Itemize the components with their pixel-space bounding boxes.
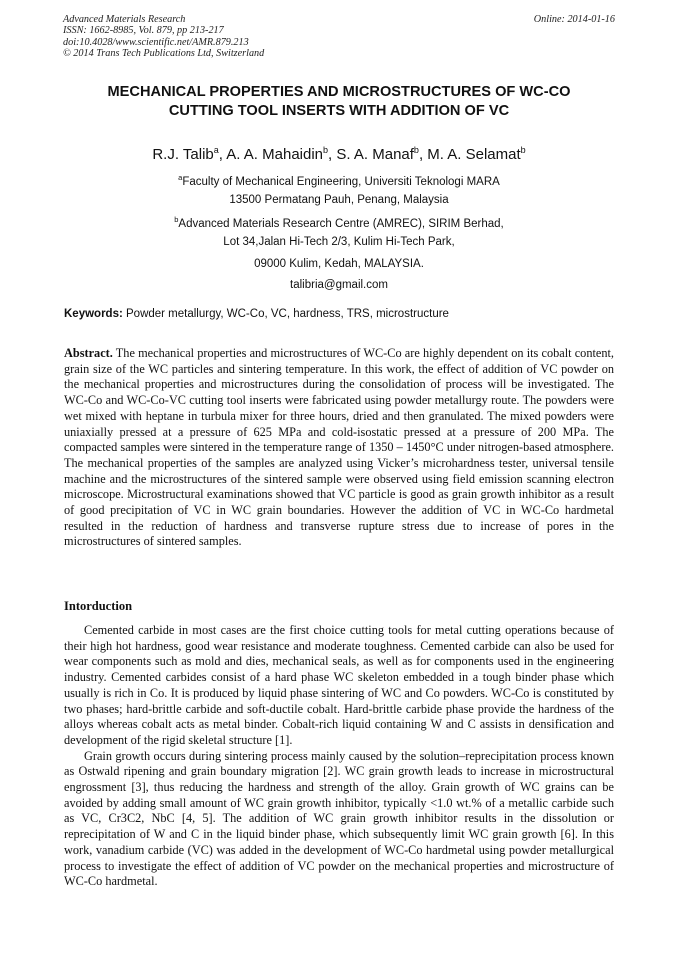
author-name: M. A. Selamat: [427, 146, 521, 163]
paragraph: Cemented carbide in most cases are the first choice cutting tools for metal cutting operations because of their high hot hardness, good wear resistance and moderate toughness. Cemented carbide can also be used for wear components such as mold and dies, mechanical seals, as well as for components used in the engineering industry. Cemented carbides consist of a hard phase WC skeleton embedded in a tough binder phase which usually is rich in Co. It is produced by liquid phase sintering of WC and Co powders. WC-Co is constituted by two phases; hard-brittle carbide and soft-ductile cobalt. Hard-brittle carbide phase provide the hardness of the alloys whereas cobalt acts as metal binder. Cobalt-rich liquid containing W and C assists in densification and development of the rigid skeletal structure [1].: [64, 623, 614, 747]
abstract: [64, 346, 614, 550]
author-list: R.J. Talib$^a$, A. A. Mahaidin$^b$, S. A. Manaf$^b$, M. A. Selamat$^b$: [152, 145, 526, 163]
affiliation-mark-a: a: [178, 173, 183, 182]
introduction-body: [64, 623, 614, 890]
online-date: Online: 2014-01-16: [533, 14, 615, 25]
journal-name: Advanced Materials Research: [63, 14, 186, 25]
journal-copyright: © 2014 Trans Tech Publications Ltd, Switzerland: [63, 48, 265, 60]
journal-doi: doi:10.4028/www.scientific.net/AMR.879.213: [63, 36, 249, 48]
author-affiliation-mark: b: [323, 145, 329, 155]
author-email: talibria@gmail.com: [290, 279, 388, 291]
keywords-label: Keywords:: [64, 308, 123, 320]
author-name: A. A. Mahaidin: [226, 146, 324, 163]
keywords: [64, 308, 624, 320]
affiliation-b-line-3: 09000 Kulim, Kedah, MALAYSIA.: [254, 258, 424, 270]
journal-issn: ISSN: 1662-8985, Vol. 879, pp 213-217: [63, 25, 224, 37]
author-name: S. A. Manaf: [336, 146, 414, 163]
author-affiliation-mark: b: [520, 145, 526, 155]
affiliation-b-line-2: Lot 34,Jalan Hi-Tech 2/3, Kulim Hi-Tech Park,: [223, 236, 455, 248]
paper-title-line-2: CUTTING TOOL INSERTS WITH ADDITION OF VC: [168, 103, 510, 119]
author-name: R.J. Talib: [152, 146, 214, 163]
section-heading-introduction: Intorduction: [64, 599, 133, 613]
paper-title: [40, 83, 638, 121]
affiliation-a-line-1: $^a$Faculty of Mechanical Engineering, Universiti Teknologi MARA: [178, 173, 500, 188]
affiliation-mark-b: b: [174, 215, 179, 224]
author-affiliation-mark: a: [213, 145, 219, 155]
abstract-label: Abstract.: [64, 346, 113, 360]
affiliation-b-line-1: $^b$Advanced Materials Research Centre (AMREC), SIRIM Berhad,: [174, 215, 504, 230]
journal-header: [63, 14, 615, 60]
keywords-text: Powder metallurgy, WC-Co, VC, hardness, TRS, microstructure: [126, 308, 449, 320]
paper-title-line-1: MECHANICAL PROPERTIES AND MICROSTRUCTURES OF WC-CO: [107, 84, 571, 100]
abstract-text: The mechanical properties and microstructures of WC-Co are highly dependent on its cobalt content, grain size of the WC particles and sintering temperature. In this work, the effect of addition of VC powder on the mechanical properties and microstructures during the consolidation of process will be investigated. The WC-Co and WC-Co-VC cutting tool inserts were fabricated using powder metallurgy route. The powders were wet mixed with heptane in turbula mixer for three hours, dried and then granulated. The mixed powders were uniaxially pressed at a pressure of 625 MPa and cold-isostatic pressed at a pressure of 200 MPa. The compacted samples were sintered in the temperature range of 1350 – 1450°C under nitrogen-based atmosphere. The mechanical properties of the samples are analyzed using Vicker’s microhardness tester, universal tensile machine and the microstructures of the sintered sample were observed using field emission scanning electron microscope. Microstructural examinations showed that VC particle is good as grain growth inhibitor as a result of good precipitation of VC in WC grain boundaries. However the addition of VC in WC-Co hardmetal resulted in the reduction of hardness and transverse rupture stress due to increase of pores in the microstructures of sintered samples.: [64, 346, 614, 549]
author-affiliation-mark: b: [413, 145, 419, 155]
paragraph: Grain growth occurs during sintering process mainly caused by the solution–reprecipitation process known as Ostwald ripening and grain boundary migration [2]. WC grain growth leads to increase in microstructural engrossment [3], thus reducing the hardness and strength of the alloy. Grain growth of WC grains can be avoided by adding small amount of WC grain growth inhibitor, typically <1.0 wt.% of a metallic carbide such as VC, Cr3C2, NbC [4, 5]. The addition of WC grain growth inhibitor results in the dissolution or reprecipitation of W and C in the liquid binder phase, which subsequently limit WC grain growth [6]. In this work, vanadium carbide (VC) was added in the development of WC-Co hardmetal using powder metallurgical process to investigate the effect of addition of VC powder on the mechanical properties and microstructure of WC-Co hardmetal.: [64, 748, 614, 889]
affiliation-a-line-2: 13500 Permatang Pauh, Penang, Malaysia: [229, 194, 449, 206]
